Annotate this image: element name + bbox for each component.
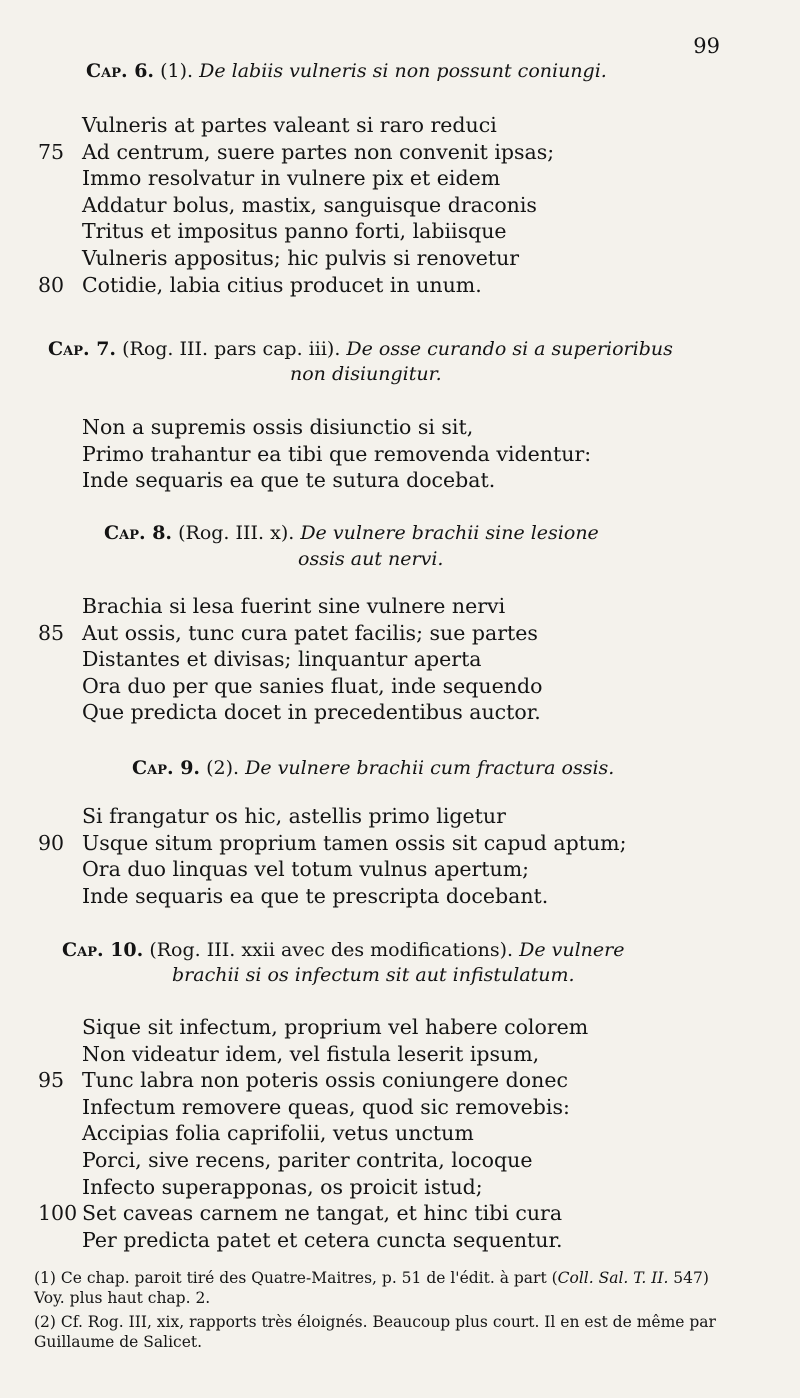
verse-line [0,830,800,857]
footnote-italic: Coll. Sal. T. II. [557,1269,669,1287]
verse-line [0,1120,800,1147]
line-number: 75 [38,139,65,164]
footnote-text: Cf. Rog. III, xix, rapports très éloignés. Beaucoup plus court. Il en est de même par Guillaume de Salicet. [34,1313,716,1351]
verse-text: Non videatur idem, vel fistula leserit ipsum, [82,1041,540,1066]
verse-line [0,1147,800,1174]
verse-line [0,272,800,299]
verse-text: Brachia si lesa fuerint sine vulnere nervi [82,594,506,618]
chapter-label: Cap. 10. [62,939,144,961]
footnote-mark: (2) [34,1313,56,1331]
footnote-1 [34,1268,734,1308]
verse-line [0,1227,800,1254]
verse-text: Tritus et impositus panno forti, labiisque [82,219,507,244]
verse-text: Accipias folia caprifolii, vetus unctum [82,1121,474,1146]
verse-text: Inde sequaris ea que te prescripta docebant. [82,883,549,908]
chapter-title: De vulnere brachii sine lesione [300,522,599,544]
verse-text: Vulneris appositus; hic pulvis si renovetur [82,245,520,270]
verse-line [0,1174,800,1201]
verse-text: Ora duo per que sanies fluat, inde sequendo [82,673,543,698]
verse-line [0,112,800,139]
verse-line [0,245,800,272]
verse-stanza-6 [0,112,800,298]
verse-line [0,441,800,468]
chapter-reference: (Rog. III. x). [178,522,295,544]
verse-line [0,192,800,219]
verse-text: Vulneris at partes valeant si raro reduci [82,113,497,137]
verse-line [0,646,800,673]
line-number: 85 [38,620,65,645]
chapter-label: Cap. 9. [132,757,201,779]
footnote-text: Ce chap. paroit tiré des Quatre-Maitres, p. 51 de l'édit. à part ( [60,1269,558,1287]
footnote-text-end: 547) Voy. plus haut chap. 2. [34,1269,709,1307]
verse-line [0,883,800,910]
verse-line [0,620,800,647]
chapter-title: De vulnere brachii cum fractura ossis. [245,757,615,779]
verse-text: Ad centrum, suere partes non convenit ipsas; [82,139,555,164]
chapter-title: De vulnere [519,939,625,961]
line-number: 95 [38,1068,65,1093]
chapter-heading-10 [62,937,624,963]
verse-line [0,139,800,166]
verse-text: Distantes et divisas; linquantur aperta [82,647,482,672]
verse-line [0,1067,800,1094]
verse-text: Cotidie, labia citius producet in unum. [82,272,482,297]
verse-line [0,673,800,700]
verse-text: Primo trahantur ea tibi que removenda videntur: [82,441,592,466]
chapter-reference: (1). [160,60,194,82]
verse-text: Ora duo linquas vel totum vulnus apertum; [82,857,530,882]
verse-stanza-8 [0,593,800,726]
verse-line [0,1041,800,1068]
chapter-reference: (2). [206,757,240,779]
verse-line [0,1200,800,1227]
chapter-reference: (Rog. III. pars cap. iii). [122,338,341,360]
chapter-reference: (Rog. III. xxii avec des modifications). [149,939,514,961]
footnote-mark: (1) [34,1269,56,1287]
chapter-label: Cap. 6. [86,60,155,82]
verse-text: Porci, sive recens, pariter contrita, locoque [82,1147,533,1172]
verse-line [0,1094,800,1121]
verse-line [0,218,800,245]
chapter-title: De osse curando si a superioribus [346,338,673,360]
verse-line [0,165,800,192]
chapter-heading-8 [104,520,599,546]
verse-text: Per predicta patet et cetera cuncta sequentur. [82,1227,563,1252]
chapter-label: Cap. 7. [48,338,117,360]
chapter-title-continued-7: non disiungitur. [290,363,442,385]
chapter-title-continued-10: brachii si os infectum sit aut infistulatum. [172,964,575,986]
verse-line [0,414,800,441]
footnote-2 [34,1312,734,1352]
verse-line [0,1014,800,1041]
page-number: 99 [693,34,720,58]
verse-stanza-7 [0,414,800,494]
verse-text: Si frangatur os hic, astellis primo ligetur [82,804,506,828]
verse-line [0,856,800,883]
verse-line [0,593,800,620]
chapter-heading-7 [48,336,673,362]
verse-stanza-9 [0,803,800,909]
verse-text: Addatur bolus, mastix, sanguisque draconis [82,192,537,217]
verse-text: Infecto superapponas, os proicit istud; [82,1174,483,1199]
verse-text: Infectum removere queas, quod sic removebis: [82,1094,570,1119]
verse-text: Sique sit infectum, proprium vel habere colorem [82,1015,589,1039]
chapter-title: De labiis vulneris si non possunt coniungi. [199,60,607,82]
verse-text: Tunc labra non poteris ossis coniungere donec [82,1068,568,1093]
verse-line [0,803,800,830]
verse-text: Que predicta docet in precedentibus auctor. [82,700,541,725]
verse-text: Non a supremis ossis disiunctio si sit, [82,415,474,439]
verse-line [0,467,800,494]
line-number: 80 [38,272,65,297]
verse-text: Set caveas carnem ne tangat, et hinc tibi cura [82,1201,563,1226]
chapter-label: Cap. 8. [104,522,173,544]
line-number: 100 [38,1201,78,1226]
verse-text: Inde sequaris ea que te sutura docebat. [82,468,496,493]
line-number: 90 [38,830,65,855]
verse-stanza-10 [0,1014,800,1253]
chapter-title-continued-8: ossis aut nervi. [298,548,444,570]
verse-text: Immo resolvatur in vulnere pix et eidem [82,166,501,191]
chapter-heading-6 [86,58,607,84]
verse-text: Aut ossis, tunc cura patet facilis; sue partes [82,620,538,645]
verse-line [0,699,800,726]
verse-text: Usque situm proprium tamen ossis sit capud aptum; [82,830,627,855]
chapter-heading-9 [132,755,614,781]
